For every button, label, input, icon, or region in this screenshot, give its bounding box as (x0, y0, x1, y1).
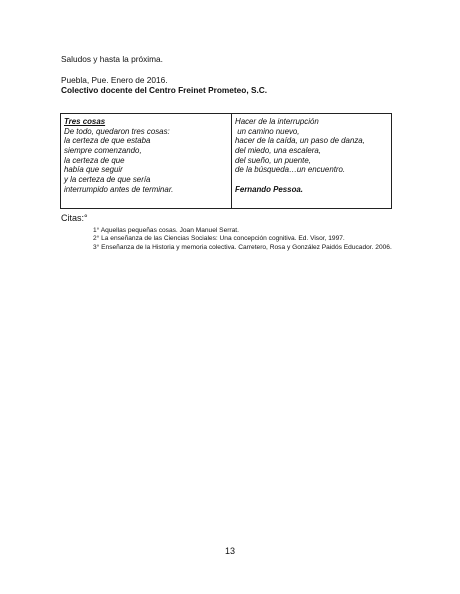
poem-line: Hacer de la interrupción (235, 117, 319, 126)
poem-line: un camino nuevo, (235, 126, 300, 136)
poem-right-column (235, 117, 390, 194)
poem-line: siempre comenzando, (64, 145, 142, 155)
poem-line: de la búsqueda…un encuentro. (235, 165, 346, 175)
cita-item: 1° Aquellas pequeñas cosas. Joan Manuel Serrat. (93, 227, 239, 234)
cita-item: 3° Enseñanza de la Historia y memoria colectiva. Carretero, Rosa y González Paidós Educador. 2006. (93, 243, 392, 251)
citas-heading: Citas:° (61, 213, 88, 223)
farewell-text: Saludos y hasta la próxima. (61, 54, 163, 64)
signature-text: Colectivo docente del Centro Freinet Prometeo, S.C. (61, 85, 268, 95)
poem-author: Fernando Pessoa. (235, 184, 303, 194)
poem-line: del miedo, una escalera, (235, 145, 321, 155)
citas-list (93, 227, 398, 252)
page-number: 13 (224, 546, 235, 556)
poem-column-divider (231, 114, 232, 208)
poem-line: interrumpido antes de terminar. (64, 184, 174, 194)
poem-line: y la certeza de que sería (64, 174, 151, 184)
poem-line: la certeza de que (64, 155, 125, 165)
poem-title: Tres cosas (64, 117, 106, 126)
place-date-text: Puebla, Pue. Enero de 2016. (61, 75, 168, 85)
poem-line: había que seguir (64, 165, 123, 175)
poem-line: del sueño, un puente, (235, 155, 311, 165)
poem-table (60, 113, 392, 209)
poem-line: la certeza de que estaba (64, 136, 151, 146)
poem-line: De todo, quedaron tres cosas: (64, 126, 170, 136)
poem-left-column (64, 117, 229, 194)
cita-item: 2° La enseñanza de las Ciencias Sociales: Una concepción cognitiva. Ed. Visor, 1997. (93, 235, 345, 243)
poem-line: hacer de la caída, un paso de danza, (235, 136, 365, 146)
